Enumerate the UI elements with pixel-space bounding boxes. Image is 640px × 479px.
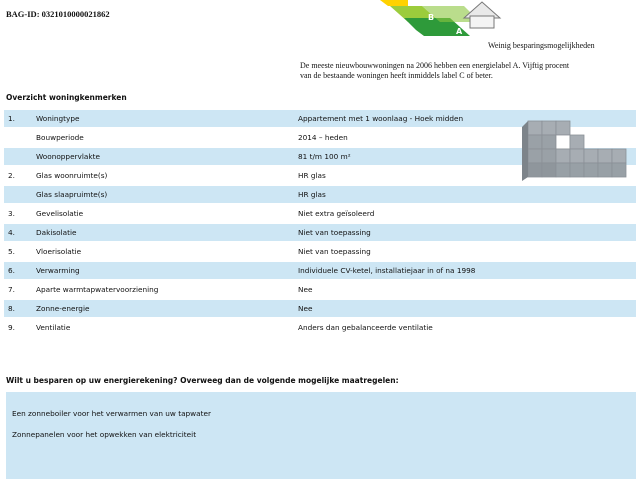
intro-line: van de bestaande woningen heeft inmiddels label C of beter.	[300, 71, 493, 80]
row-label: Glas woonruimte(s)	[36, 171, 108, 180]
row-value: Anders dan gebalanceerde ventilatie	[298, 323, 433, 332]
row-label: Gevelisolatie	[36, 209, 84, 218]
row-number: 1.	[4, 110, 36, 127]
characteristic-row	[4, 262, 636, 279]
measure-item: Zonnepanelen voor het opwekken van elektriciteit	[12, 430, 197, 439]
row-label: Ventilatie	[36, 323, 71, 332]
row-number	[4, 186, 36, 203]
row-value: Individuele CV-ketel, installatiejaar in of na 1998	[298, 262, 636, 279]
row-label: Woningtype	[36, 110, 298, 127]
row-number: 6.	[4, 262, 36, 279]
characteristic-row	[4, 300, 636, 317]
row-label: Bouwperiode	[36, 133, 84, 142]
intro-text	[300, 61, 620, 81]
energy-label-graphic	[360, 0, 505, 42]
row-number: 2.	[8, 171, 15, 180]
row-value: 81 t/m 100 m²	[298, 148, 636, 165]
row-number	[4, 129, 36, 146]
row-label: Aparte warmtapwatervoorziening	[36, 285, 159, 294]
section-title: Overzicht woningkenmerken	[6, 93, 127, 102]
savings-question: Wilt u besparen op uw energierekening? Overweeg dan de volgende mogelijke maatregelen:	[6, 376, 399, 385]
row-value: Nee	[298, 300, 636, 317]
row-number: 5.	[8, 247, 15, 256]
row-number: 9.	[8, 323, 15, 332]
label-bar-c	[380, 0, 408, 6]
row-label: Glas slaapruimte(s)	[36, 186, 298, 203]
row-number: 4.	[4, 224, 36, 241]
apartment-illustration	[522, 117, 634, 181]
characteristic-row	[4, 243, 636, 260]
house-icon	[464, 2, 500, 28]
bag-id: BAG-ID: 0321010000021862	[6, 9, 110, 19]
characteristic-row	[4, 205, 636, 222]
measures-box	[6, 392, 636, 479]
measure-item: Een zonneboiler voor het verwarmen van uw tapwater	[12, 409, 211, 418]
row-label: Verwarming	[36, 262, 298, 279]
characteristic-row	[4, 319, 636, 336]
row-number: 8.	[4, 300, 36, 317]
row-value: Niet extra geïsoleerd	[298, 209, 375, 218]
characteristic-row	[4, 281, 636, 298]
intro-line: De meeste nieuwbouwwoningen na 2006 hebben een energielabel A. Vijftig procent	[300, 61, 570, 70]
row-label: Woonoppervlakte	[36, 148, 298, 165]
row-value: HR glas	[298, 186, 636, 203]
label-letter-b: B	[428, 13, 435, 22]
row-label: Zonne-energie	[36, 300, 298, 317]
row-number	[4, 148, 36, 165]
row-value: Niet van toepassing	[298, 224, 636, 241]
row-number: 3.	[8, 209, 15, 218]
characteristic-row	[4, 224, 636, 241]
row-label: Vloerisolatie	[36, 247, 82, 256]
row-value: Appartement met 1 woonlaag - Hoek midden	[298, 110, 636, 127]
characteristic-row	[4, 186, 636, 203]
label-caption: Weinig besparingsmogelijkheden	[488, 41, 595, 50]
row-value: HR glas	[298, 171, 326, 180]
label-letter-a: A	[456, 27, 463, 36]
row-value: Nee	[298, 285, 313, 294]
row-value: Niet van toepassing	[298, 247, 371, 256]
row-value: 2014 – heden	[298, 133, 348, 142]
row-number: 7.	[8, 285, 15, 294]
row-label: Dakisolatie	[36, 224, 298, 241]
